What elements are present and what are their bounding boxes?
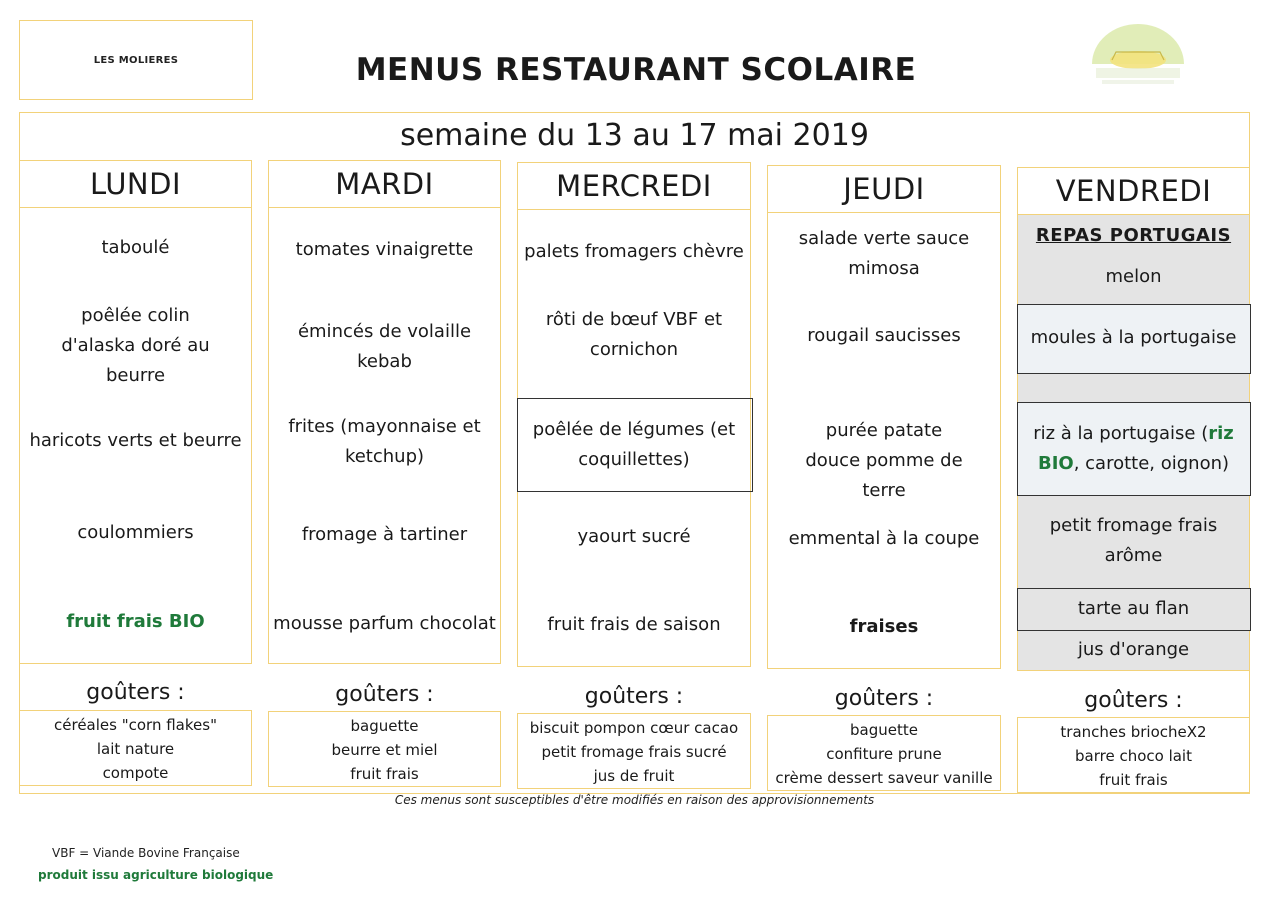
day-header-mardi	[268, 160, 501, 208]
menu-item-side: haricots verts et beurre	[29, 430, 242, 451]
menu-item-drink: jus d'orange	[1077, 639, 1190, 660]
day-menu-lundi	[19, 207, 252, 664]
school-name-box	[19, 20, 253, 100]
menu-item-dessert: tarte au flan	[1077, 598, 1190, 619]
menu-item-starter: taboulé	[101, 237, 170, 258]
menu-item-main: émincés de volaille kebab	[297, 321, 472, 372]
menu-item-main: rôti de bœuf VBF et cornichon	[545, 309, 723, 360]
gouter-item: biscuit pompon cœur cacao	[529, 719, 739, 737]
gouter-item: petit fromage frais sucré	[541, 743, 727, 761]
disclaimer-note: Ces menus sont susceptibles d'être modifiés en raison des approvisionnements	[394, 793, 875, 807]
legend-vbf: VBF = Viande Bovine Française	[52, 846, 240, 860]
gouter-item: jus de fruit	[593, 767, 675, 785]
theme-label: REPAS PORTUGAIS	[1035, 225, 1232, 246]
gouter-item: lait nature	[96, 740, 175, 758]
menu-item-dessert: mousse parfum chocolat	[273, 613, 496, 634]
day-menu-vendredi	[1017, 214, 1250, 671]
menu-item-dairy: yaourt sucré	[577, 526, 691, 547]
day-name: JEUDI	[843, 172, 925, 206]
gouters-box-lundi	[19, 710, 252, 786]
menu-item-main: rougail saucisses	[807, 325, 961, 346]
gouter-item: crème dessert saveur vanille	[775, 769, 993, 787]
menu-item-side: frites (mayonnaise et ketchup)	[288, 416, 481, 467]
menu-item-main: poêlée colin d'alaska doré au beurre	[61, 305, 210, 386]
gouter-item: baguette	[350, 717, 419, 735]
day-menu-jeudi	[767, 212, 1001, 669]
day-menu-mardi	[268, 207, 501, 664]
gouter-item: tranches briocheX2	[1060, 723, 1207, 741]
gouter-item: barre choco lait	[1075, 747, 1192, 765]
day-header-vendredi	[1017, 167, 1250, 215]
week-title: semaine du 13 au 17 mai 2019	[400, 118, 869, 153]
gouters-label: goûters :	[335, 682, 434, 707]
day-header-mercredi	[517, 162, 751, 210]
gouter-item: fruit frais	[350, 765, 419, 783]
menu-item-dessert: fruit frais de saison	[547, 614, 721, 635]
menu-item-dessert: fraises	[849, 616, 919, 637]
gouter-item: confiture prune	[826, 745, 942, 763]
school-name: LES MOLIERES	[93, 54, 179, 66]
day-name: LUNDI	[89, 167, 181, 201]
menu-item-cheese: coulommiers	[77, 522, 194, 543]
day-menu-mercredi	[517, 209, 751, 667]
menu-item-starter: palets fromagers chèvre	[524, 241, 744, 262]
menu-item-cheese: emmental à la coupe	[788, 528, 980, 549]
gouters-label: goûters :	[1084, 688, 1183, 713]
bio-label: riz BIO	[1037, 423, 1234, 474]
gouters-box-mercredi	[517, 713, 751, 789]
gouters-box-mardi	[268, 711, 501, 787]
gouters-box-jeudi	[767, 715, 1001, 791]
menu-item-starter: tomates vinaigrette	[295, 239, 474, 260]
legend-bio: produit issu agriculture biologique	[38, 868, 274, 882]
menu-item-side	[1018, 419, 1249, 479]
page-title: MENUS RESTAURANT SCOLAIRE	[355, 52, 917, 88]
day-name: VENDREDI	[1055, 174, 1212, 208]
menu-item-side: poêlée de légumes (et coquillettes)	[532, 419, 736, 470]
gouter-item: baguette	[850, 721, 918, 739]
menu-item-side: purée patate douce pomme de terre	[805, 420, 963, 501]
day-header-lundi	[19, 160, 252, 208]
gouters-label: goûters :	[584, 684, 684, 709]
side-text-part: , carotte, oignon)	[1073, 453, 1230, 474]
menu-item-starter: melon	[1105, 266, 1162, 287]
gouters-label: goûters :	[834, 686, 934, 711]
menu-item-cheese: petit fromage frais arôme	[1049, 515, 1218, 566]
menu-item-starter: salade verte sauce mimosa	[798, 228, 970, 279]
menu-item-cheese: fromage à tartiner	[301, 524, 468, 545]
menu-item-main: moules à la portugaise	[1030, 327, 1237, 348]
gouter-item: céréales "corn flakes"	[54, 716, 217, 734]
gouter-item: compote	[102, 764, 169, 782]
logo-icon	[1088, 22, 1188, 102]
gouter-item: beurre et miel	[331, 741, 438, 759]
day-name: MERCREDI	[556, 169, 712, 203]
menu-item-dessert: fruit frais BIO	[66, 611, 205, 632]
gouter-item: fruit frais	[1099, 771, 1168, 789]
side-text-part: riz à la portugaise (	[1033, 423, 1209, 444]
day-name: MARDI	[335, 167, 434, 201]
day-header-jeudi	[767, 165, 1001, 213]
gouters-box-vendredi	[1017, 717, 1250, 793]
gouters-label: goûters :	[86, 680, 185, 705]
